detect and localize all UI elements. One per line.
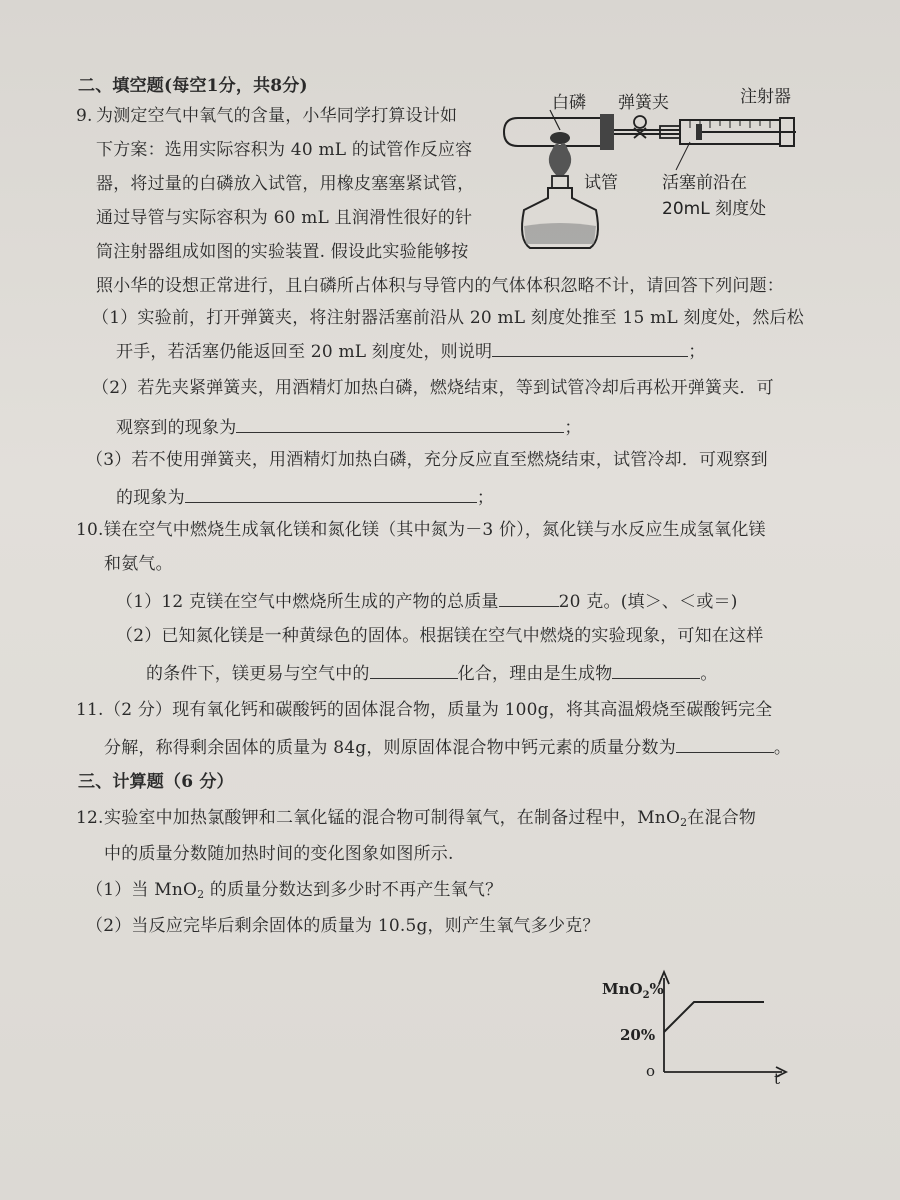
graph-curve [664,1002,764,1032]
q11-text-line2 [104,734,791,760]
q9-sub2-end: ； [564,418,582,438]
q9-sub1-answer-blank[interactable] [492,338,688,357]
q10-sub2-mid: 化合，理由是生成物 [457,664,613,684]
q12-sub2: （2）当反应完毕后剩余固体的质量为 10.5g，则产生氧气多少克？ [86,916,600,936]
q10-sub2-line2 [146,660,718,686]
q9-text-line3: 器，将过量的白磷放入试管，用橡皮塞塞紧试管， [96,174,475,194]
rubber-stopper [600,114,614,150]
q9-sub2-line1: （2）若先夹紧弹簧夹，用酒精灯加热白磷，燃烧结束，等到试管冷却后再松开弹簧夹．可 [92,378,774,398]
q9-text-line1: 为测定空气中氧气的含量，小华同学打算设计如 [96,106,458,126]
q12-text-a: 实验室中加热氯酸钾和二氧化锰的混合物可制得氧气，在制备过程中，MnO [104,808,681,828]
label-white-phosphorus: 白磷 [552,93,586,113]
graph-y-label: MnO$_2$% [602,980,664,1001]
q10-sub1-after: 20 克。(填＞、＜或＝) [558,592,738,612]
q9-sub3-answer-blank[interactable] [185,484,477,503]
q11-answer-blank[interactable] [676,734,774,753]
q9-number: 9. [76,106,93,126]
q9-sub1-text: 开手，若活塞仍能返回至 20 mL 刻度处，则说明 [116,342,493,362]
q10-sub2-blank-2[interactable] [612,660,700,679]
clip-icon [634,116,646,128]
q10-sub1-text: （1）12 克镁在空气中燃烧所生成的产物的总质量 [116,592,499,612]
q9-sub3-text: 的现象为 [116,488,185,508]
test-tube [504,118,600,146]
q12-number: 12. [76,808,104,828]
q10-sub2-blank-1[interactable] [370,660,458,679]
q11-text-line1: （2 分）现有氧化钙和碳酸钙的固体混合物，质量为 100g，将其高温煅烧至碳酸钙完全 [104,700,773,720]
q10-number: 10. [76,520,104,540]
graph-y-tick-20: 20% [620,1026,656,1044]
q9-text-line5: 筒注射器组成如图的实验装置. 假设此实验能够按 [96,242,469,262]
label-test-tube: 试管 [584,173,618,193]
q9-sub3-line2 [116,484,494,510]
q12-text-line2: 中的质量分数随加热时间的变化图象如图所示. [104,844,454,864]
q11-text: 分解，称得剩余固体的质量为 84g，则原固体混合物中钙元素的质量分数为 [104,738,676,758]
q9-sub2-answer-blank[interactable] [236,414,564,433]
q10-sub2-text: 的条件下，镁更易与空气中的 [146,664,370,684]
q9-sub1-line2 [116,338,705,364]
q10-sub1-answer-blank[interactable] [499,588,559,607]
q12-text-b: 在混合物 [687,808,757,828]
q9-sub2-line2 [116,414,582,440]
q10-sub2-line1: （2）已知氮化镁是一种黄绿色的固体。根据镁在空气中燃烧的实验现象，可知在这样 [116,626,764,646]
q12-sub1-b: 的质量分数达到多少时不再产生氧气？ [204,880,503,900]
label-syringe: 注射器 [740,87,791,107]
q9-sub1-end: ； [688,342,706,362]
q9-sub1-line1: （1）实验前，打开弹簧夹，将注射器活塞前沿从 20 mL 刻度处推至 15 mL 刻度处，然后松 [92,308,804,328]
q9-sub2-text: 观察到的现象为 [116,418,237,438]
mno2-graph [596,960,806,1090]
graph-origin: o [646,1062,656,1080]
q11-end: 。 [773,738,792,758]
q11-number: 11. [76,700,104,720]
q12-sub1-a: （1）当 MnO [86,880,198,900]
q12-text-line1 [104,806,756,830]
graph-x-label: t [774,1070,781,1088]
q10-text-line1: 镁在空气中燃烧生成氧化镁和氮化镁（其中氮为－3 价），氮化镁与水反应生成氢氧化镁 [104,520,766,540]
q9-text-line6: 照小华的设想正常进行，且白磷所占体积与导管内的气体体积忽略不计，请回答下列问题： [96,276,784,296]
apparatus-figure [500,80,820,260]
label-plunger-note-2: 20mL 刻度处 [662,199,767,219]
q9-text-line2: 下方案：选用实际容积为 40 mL 的试管作反应容 [96,140,473,160]
q9-sub3-line1: （3）若不使用弹簧夹，用酒精灯加热白磷，充分反应直至燃烧结束，试管冷却．可观察到 [86,450,768,470]
syringe-plunger [696,124,702,140]
q10-sub1 [116,588,738,614]
flame-icon [549,143,571,175]
q12-sub-2: 2 [680,816,688,829]
q12-sub1-sub: 2 [197,888,205,901]
q10-text-line2: 和氨气。 [104,554,173,574]
label-plunger-note-1: 活塞前沿在 [662,173,747,193]
q9-text-line4: 通过导管与实际容积为 60 mL 且润滑性很好的针 [96,208,473,228]
q9-sub3-end: ； [476,488,495,508]
phosphorus-blob [550,132,570,144]
section-title-fill-in: 二、填空题(每空1分，共8分) [78,76,308,96]
q12-sub1 [86,878,502,902]
label-spring-clip: 弹簧夹 [618,93,669,113]
section-title-calculation: 三、计算题（6 分） [78,772,234,792]
q10-sub2-end: 。 [700,664,718,684]
